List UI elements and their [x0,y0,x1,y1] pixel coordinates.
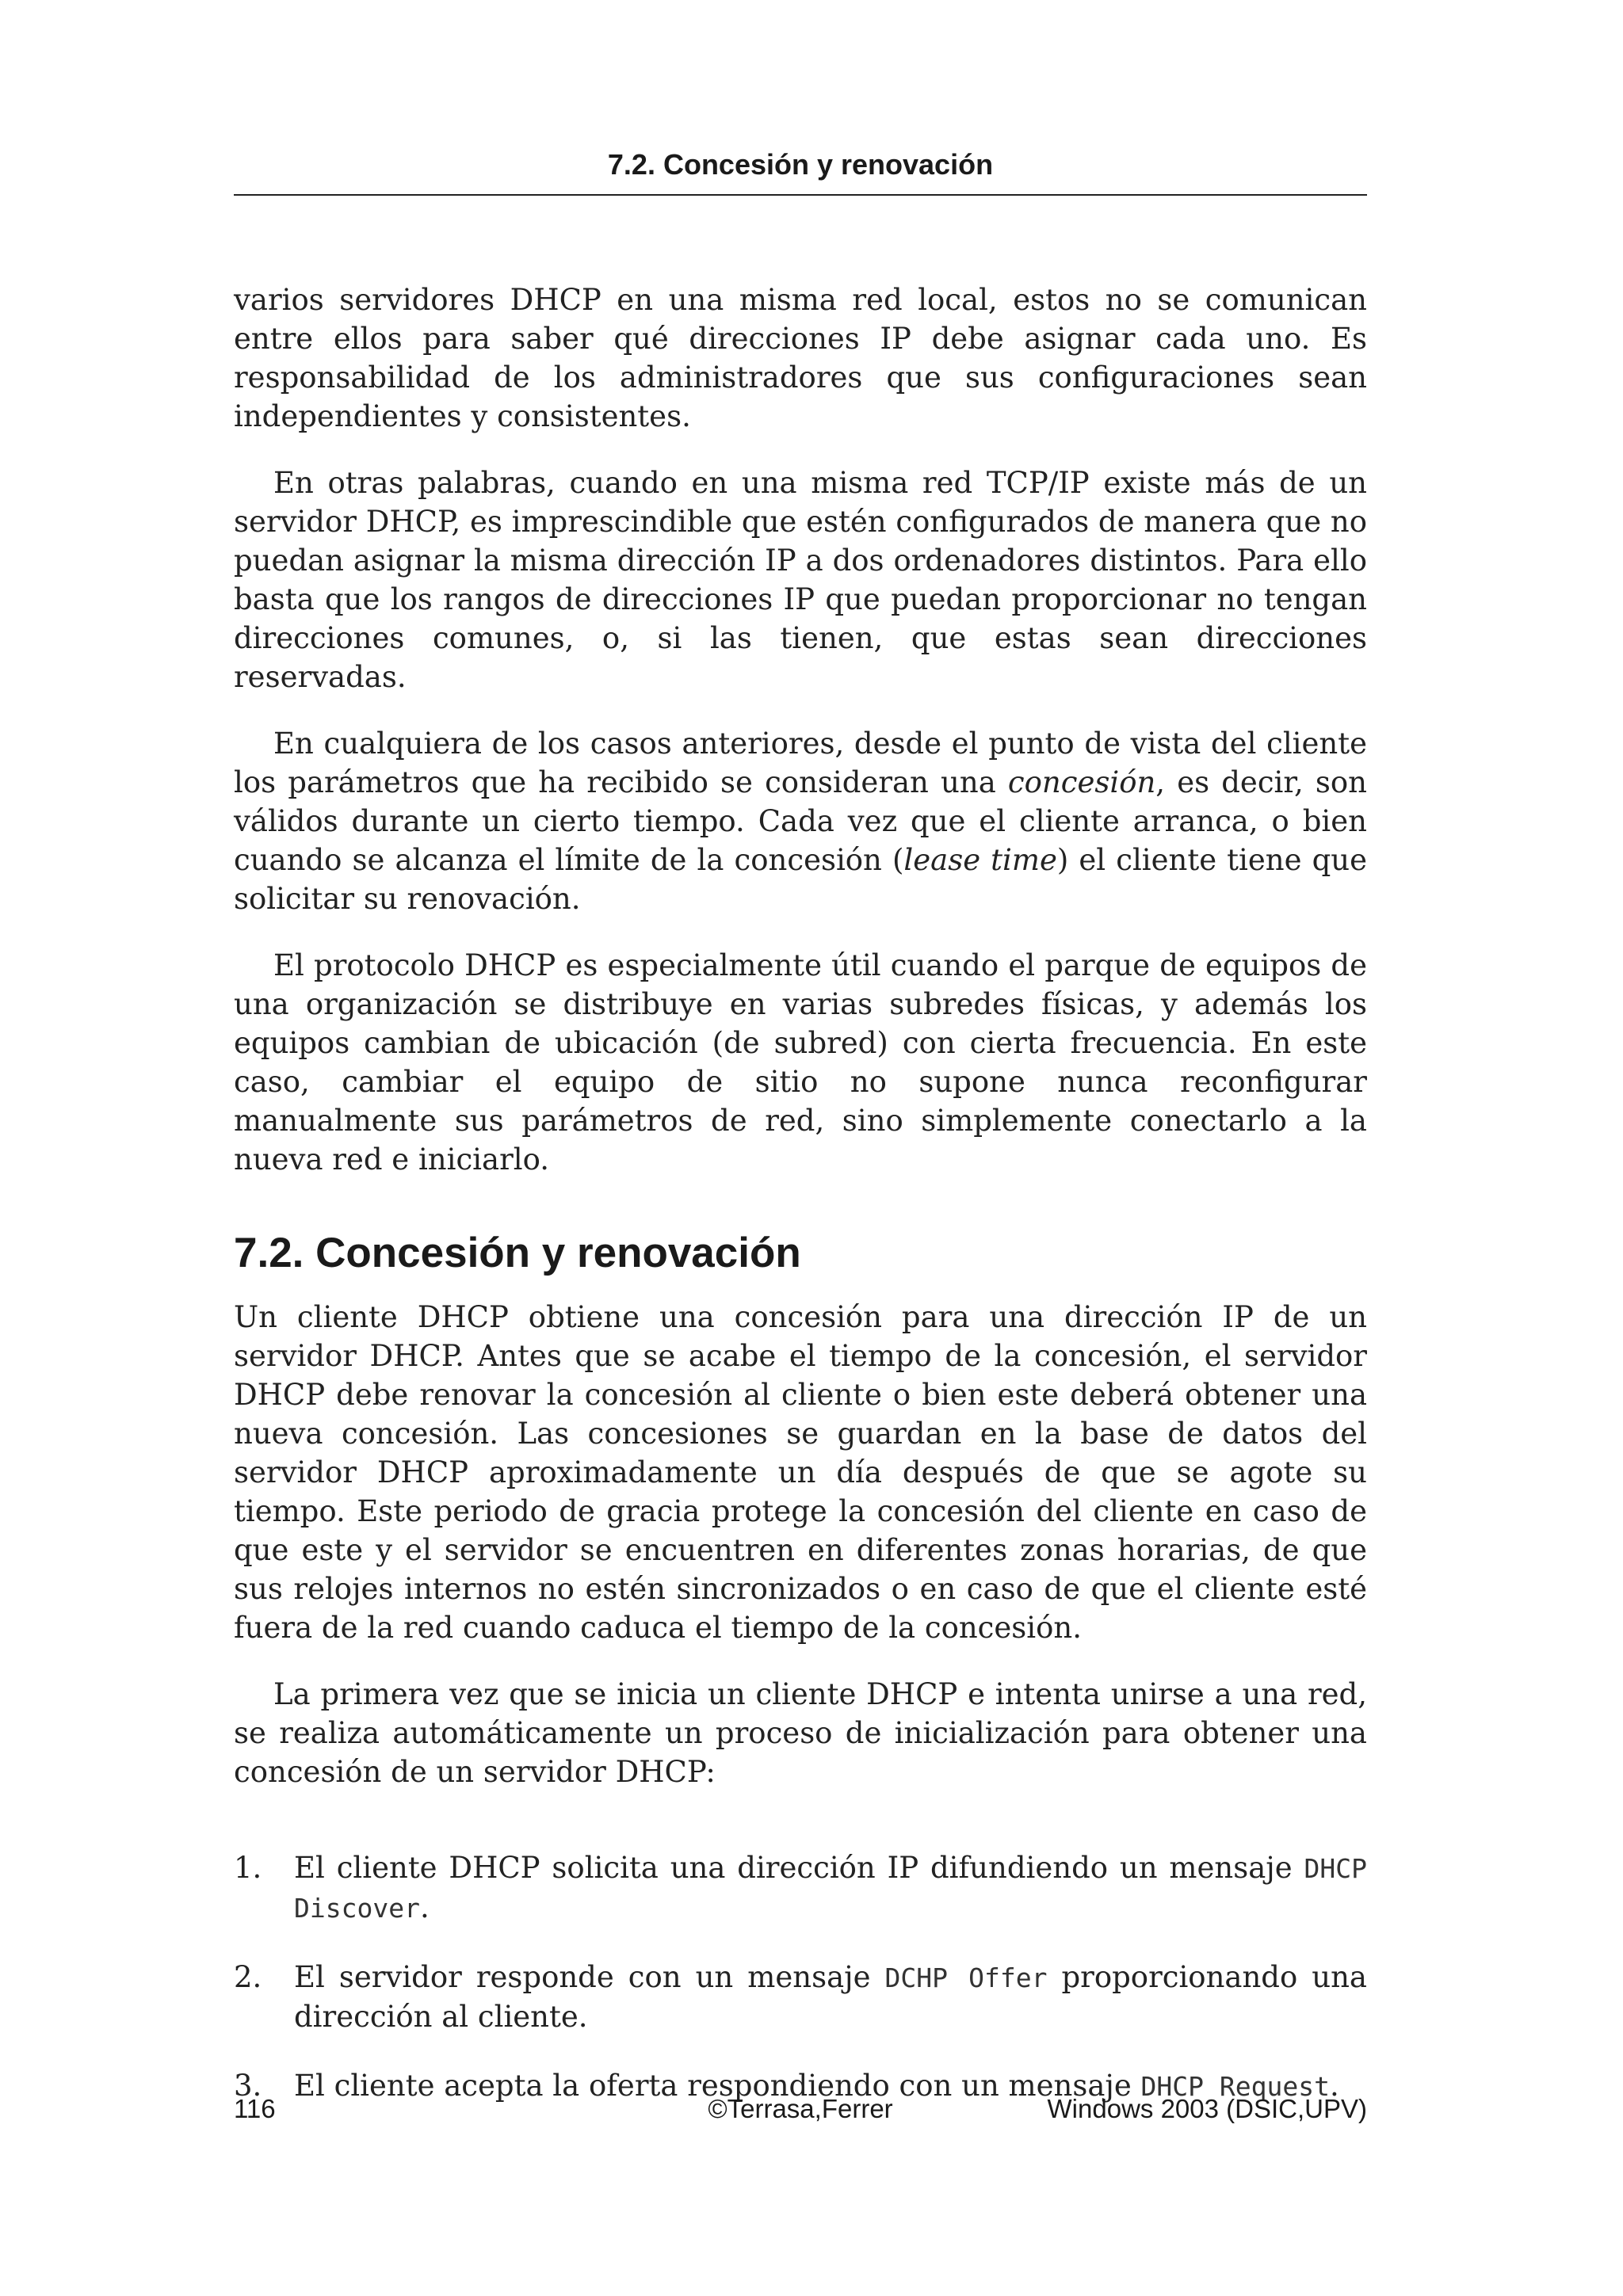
text-run: . [419,1890,430,1924]
paragraph-dhcp-usefulness: El protocolo DHCP es especialmente útil cuando el parque de equipos de una organización se distribuye en varias subredes físicas, y además los equipos cambian de ubicación (de subred) con cierta frecuencia. En este caso, cambiar el equipo de sitio no supone nunca reconfigurar manualmente sus parámetros de red, sino simplemente conectarlo a la nueva red e iniciarlo. [234,948,1367,1177]
code-dhcp-request: DHCP Request [1140,2071,1330,2102]
section-heading: 7.2. Concesión y renovación [234,1230,801,1276]
text-run: El servidor responde con un mensaje [294,1960,885,1994]
running-header: 7.2. Concesión y renovación [607,148,994,181]
paragraph-multiple-servers: En otras palabras, cuando en una misma red TCP/IP existe más de un servidor DHCP, es imprescindible que estén configurados de manera que no puedan asignar la misma dirección IP a dos ordenadores distintos. Para ello basta que los rangos de direcciones IP que puedan proporcionar no tengan direcciones comunes, o, si las tienen, que estas sean direcciones reservadas. [234,466,1367,694]
emphasis-concesion: concesión [1007,765,1156,799]
text-run: En cualquiera de los casos anteriores, desde el punto de vista del cliente los parámetros que ha recibido se consideran una [234,727,1367,799]
text-run: , es decir, son válidos durante un cierto tiempo. Cada vez que el cliente arranca, o bien cuando se alcanza el límite de la concesión ( [234,765,1368,877]
code-dchp-offer: DCHP Offer [884,1962,1048,1993]
paragraph-lease-renewal: Un cliente DHCP obtiene una concesión para una dirección IP de un servidor DHCP. Antes que se acabe el tiempo de la concesión, el servidor DHCP debe renovar la concesión al cliente o bien este deberá obtener una nueva concesión. Las concesiones se guardan en la base de datos del servidor DHCP aproximadamente un día después de que se agote su tiempo. Este periodo de gracia protege la concesión del cliente en caso de que este y el servidor se encuentren en diferentes zonas horarias, de que sus relojes internos no estén sincronizados o en caso de que el cliente esté fuera de la red cuando caduca el tiempo de la concesión. [234,1300,1367,1645]
page-number: 116 [234,2094,276,2123]
code-dhcp-discover: DHCP Discover [294,1853,1367,1924]
text-run: ) el cliente tiene que solicitar su renovación. [234,843,1368,916]
page-footer [234,2090,1367,2128]
list-item-number: 1. [234,1851,262,1885]
text-run: El cliente acepta la oferta respondiendo con un mensaje [294,2069,1141,2103]
paragraph-continuation: varios servidores DHCP en una misma red local, estos no se comunican entre ellos para saber qué direcciones IP debe asignar cada uno. Es responsabilidad de los administradores que sus configuraciones sean independientes y consistentes. [234,283,1367,433]
text-run: El cliente DHCP solicita una dirección IP difundiendo un mensaje [294,1851,1304,1885]
page-content [234,280,1367,2106]
header-rule [234,194,1367,196]
footer-book-title: Windows 2003 (DSIC,UPV) [1047,2094,1367,2123]
list-item-number: 3. [234,2069,262,2103]
list-item [234,1848,1367,1928]
list-item [234,1958,1367,2036]
text-run: proporcionando una dirección al cliente. [294,1960,1367,2034]
text-run: . [1329,2069,1339,2103]
paragraph-lease-concept [234,724,1367,918]
paragraph-initialization: La primera vez que se inicia un cliente DHCP e intenta unirse a una red, se realiza automáticamente un proceso de inicialización para obtener una concesión de un servidor DHCP: [234,1677,1367,1789]
emphasis-lease-time: lease time [903,843,1057,877]
footer-copyright: ©Terrasa,Ferrer [708,2094,893,2123]
steps-list [234,1848,1367,2106]
list-item-number: 2. [234,1960,262,1994]
